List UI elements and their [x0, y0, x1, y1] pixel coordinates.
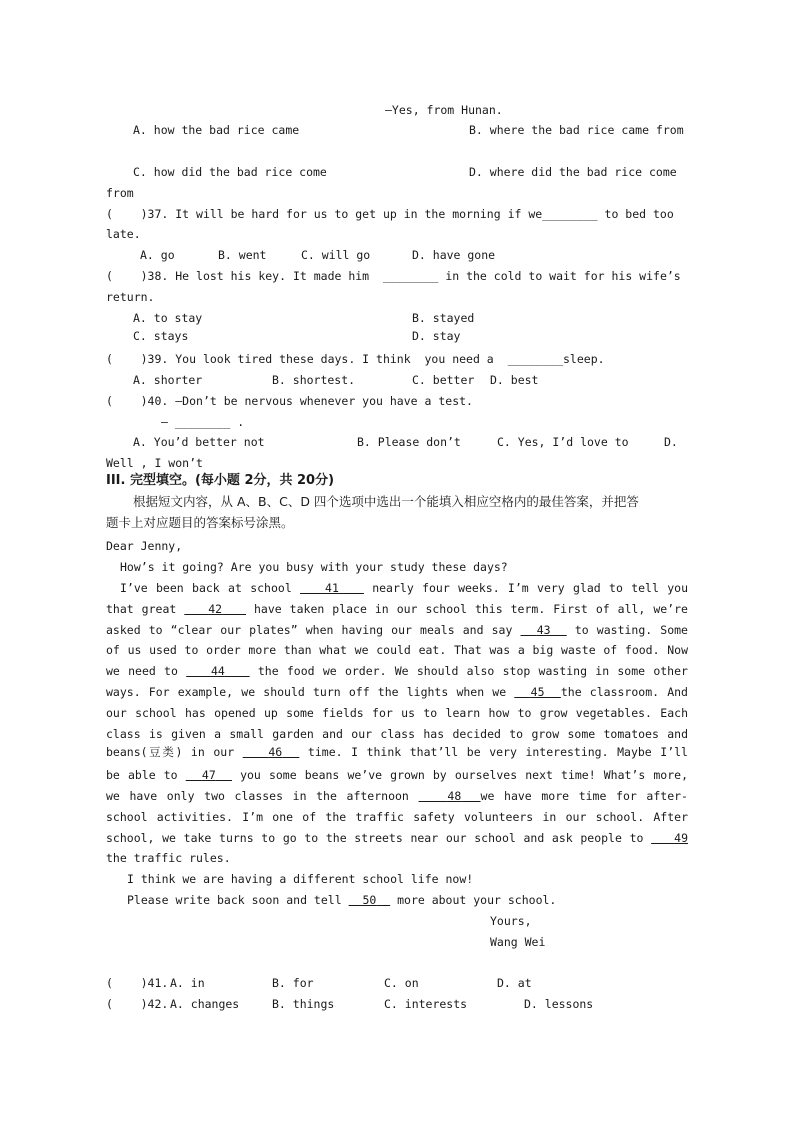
section-instructions-line2: 题卡上对应题目的答案标号涂黑。 [106, 515, 294, 530]
q38-option-b: B. stayed [412, 311, 475, 325]
q40-reply-end: . [237, 415, 245, 429]
q39-stem-a: You look tired these days. I think you need a [175, 352, 494, 366]
blank-41 [300, 581, 364, 595]
q40-option-c: C. Yes, I’d love to [497, 435, 629, 449]
q40-option-d: D. [664, 435, 678, 449]
letter-line-p3-b: more about your school. [397, 893, 557, 907]
q42-option-a: A. changes [170, 997, 240, 1011]
q40-number: ( )40. [106, 394, 169, 408]
q37-option-d: D. have gone [412, 248, 496, 262]
q39-stem-b: sleep. [563, 352, 605, 366]
q36-option-b: B. where the bad rice came from [469, 123, 684, 137]
blank-48-num: 48 [447, 789, 462, 803]
q38-stem-a: He lost his key. It made him [175, 269, 370, 283]
q38-option-c: C. stays [133, 329, 189, 343]
letter-closing: Yours, [490, 914, 532, 928]
q40-option-a: A. You’d better not [133, 435, 265, 449]
letter-line-2-a: that great [106, 602, 177, 616]
blank-47-num: 47 [201, 768, 216, 782]
letter-line-1-b: nearly four weeks. I’m very glad to tell you [372, 581, 688, 595]
blank-46 [243, 745, 300, 759]
q36-reply: —Yes, from Hunan. [385, 103, 503, 117]
q41-option-a: A. in [170, 976, 205, 990]
q40-reply [161, 415, 244, 429]
q37-option-b: B. went [218, 248, 267, 262]
letter-line-1-a: I’ve been back at school [120, 581, 292, 595]
blank-50-num: 50 [362, 893, 377, 907]
q41-option-b: B. for [272, 976, 314, 990]
q42-number: ( )42. [106, 997, 169, 1011]
letter-line-p2: I think we are having a different school life now! [127, 872, 474, 886]
letter-line-5 [106, 664, 688, 678]
letter-line-1 [120, 581, 688, 595]
letter-line-8: class is given a small garden and our class has decided to grow some tomatoes and [106, 727, 688, 741]
q37-option-c: C. will go [301, 248, 371, 262]
q39-option-d: D. best [490, 373, 539, 387]
q39-stem [106, 352, 605, 366]
letter-line-6 [106, 685, 688, 699]
q39-blank: ________ [507, 352, 563, 366]
q39-number: ( )39. [106, 352, 169, 366]
q38-number: ( )38. [106, 269, 169, 283]
q38-stem-b: in the cold to wait for his wife’s [445, 269, 681, 283]
q38-blank: ________ [382, 269, 439, 283]
q40-blank: ________ [174, 415, 231, 429]
letter-line-5-a: we need to [106, 664, 178, 678]
q42-option-c: C. interests [384, 997, 468, 1011]
section-heading: III. 完型填空。(每小题 2分，共 20分) [106, 473, 335, 488]
blank-44 [186, 664, 249, 678]
q36-option-d: D. where did the bad rice come [469, 165, 677, 179]
letter-line-p1: How’s it going? Are you busy with your study these days? [120, 560, 508, 574]
letter-line-9-b: time. I think that’ll be very interesting. Maybe I’ll [307, 745, 688, 759]
q37-option-a: A. go [140, 248, 175, 262]
letter-line-12: school activities. I’m one of the traffic safety volunteers in our school. After [106, 810, 688, 824]
q36-option-c: C. how did the bad rice come [133, 165, 327, 179]
blank-50 [349, 893, 391, 907]
q36-option-a: A. how the bad rice came [133, 123, 300, 137]
letter-line-3 [106, 623, 688, 637]
q37-stem-cont: late. [106, 227, 141, 241]
blank-47 [186, 768, 232, 782]
q40-option-b: B. Please don’t [357, 435, 461, 449]
q36-option-d-cont: from [106, 186, 134, 200]
blank-42 [184, 602, 246, 616]
q40-reply-dash: — [161, 415, 168, 429]
letter-line-p3-a: Please write back soon and tell [127, 893, 342, 907]
q39-option-a: A. shorter [133, 373, 203, 387]
letter-line-10-b: you some beans we’ve grown by ourselves next time! What’s more, [240, 768, 688, 782]
letter-line-5-b: the food we order. We should also stop wasting in some other [257, 664, 688, 678]
q38-stem-cont: return. [106, 290, 155, 304]
q39-option-b: B. shortest. [272, 373, 356, 387]
q37-blank: ________ [542, 207, 598, 221]
blank-43-num: 43 [536, 623, 551, 637]
letter-line-14: the traffic rules. [106, 851, 231, 865]
q41-option-d: D. at [497, 976, 532, 990]
letter-line-3-a: asked to “clear our plates” when having our meals and say [106, 623, 513, 637]
blank-44-num: 44 [210, 664, 225, 678]
blank-48 [419, 789, 481, 803]
letter-line-3-b: to wasting. Some [574, 623, 688, 637]
letter-line-11 [106, 789, 688, 803]
letter-line-13 [106, 831, 688, 845]
letter-greeting: Dear Jenny, [106, 539, 183, 553]
letter-line-10 [106, 768, 688, 782]
q41-number: ( )41. [106, 976, 169, 990]
blank-49-num: 49 [674, 831, 688, 845]
q40-stem-text: —Don’t be nervous whenever you have a test. [175, 394, 473, 408]
q38-stem [106, 269, 681, 283]
q40-stem [106, 394, 473, 408]
letter-line-6-a: ways. For example, we should turn off the lights when we [106, 685, 507, 699]
letter-line-6-b: the classroom. And [560, 685, 688, 699]
blank-41-num: 41 [325, 581, 339, 595]
letter-line-2-b: have taken place in our school this term. First of all, we’re [254, 602, 688, 616]
letter-line-2 [106, 602, 688, 616]
q38-option-a: A. to stay [133, 311, 203, 325]
q37-stem-a: It will be hard for us to get up in the morning if we [175, 207, 543, 221]
q42-option-b: B. things [272, 997, 335, 1011]
q37-stem [106, 207, 674, 221]
letter-line-p3 [127, 893, 556, 907]
section-instructions-line1: 根据短文内容，从 A、B、C、D 四个选项中选出一个能填入相应空格内的最佳答案，并把答 [133, 494, 639, 509]
blank-45 [514, 685, 561, 699]
blank-49 [651, 831, 688, 845]
letter-line-9 [106, 745, 688, 759]
q42-option-d: D. lessons [524, 997, 594, 1011]
q40-option-d-cont: Well , I won’t [106, 456, 203, 470]
q37-number: ( )37. [106, 207, 169, 221]
q38-option-d: D. stay [412, 329, 461, 343]
letter-line-7: our school has opened up some fields for us to learn how to grow vegetables. Each [106, 706, 688, 720]
blank-43 [520, 623, 566, 637]
blank-46-num: 46 [268, 745, 283, 759]
q37-stem-b: to bed too [604, 207, 674, 221]
blank-45-num: 45 [530, 685, 545, 699]
letter-line-13-a: school, we take turns to go to the streets near our school and ask people to [106, 831, 644, 845]
q39-option-c: C. better [412, 373, 475, 387]
letter-line-10-a: be able to [106, 768, 178, 782]
letter-line-4: of us used to order more than what we could eat. That was a big waste of food. Now [106, 643, 688, 657]
blank-42-num: 42 [208, 602, 223, 616]
letter-line-11-a: we have only two classes in the afternoon [106, 789, 409, 803]
letter-signature: Wang Wei [490, 935, 546, 949]
letter-line-9-a: beans(豆类) in our [106, 745, 235, 759]
letter-line-11-b: we have more time for after- [480, 789, 688, 803]
q41-option-c: C. on [384, 976, 419, 990]
